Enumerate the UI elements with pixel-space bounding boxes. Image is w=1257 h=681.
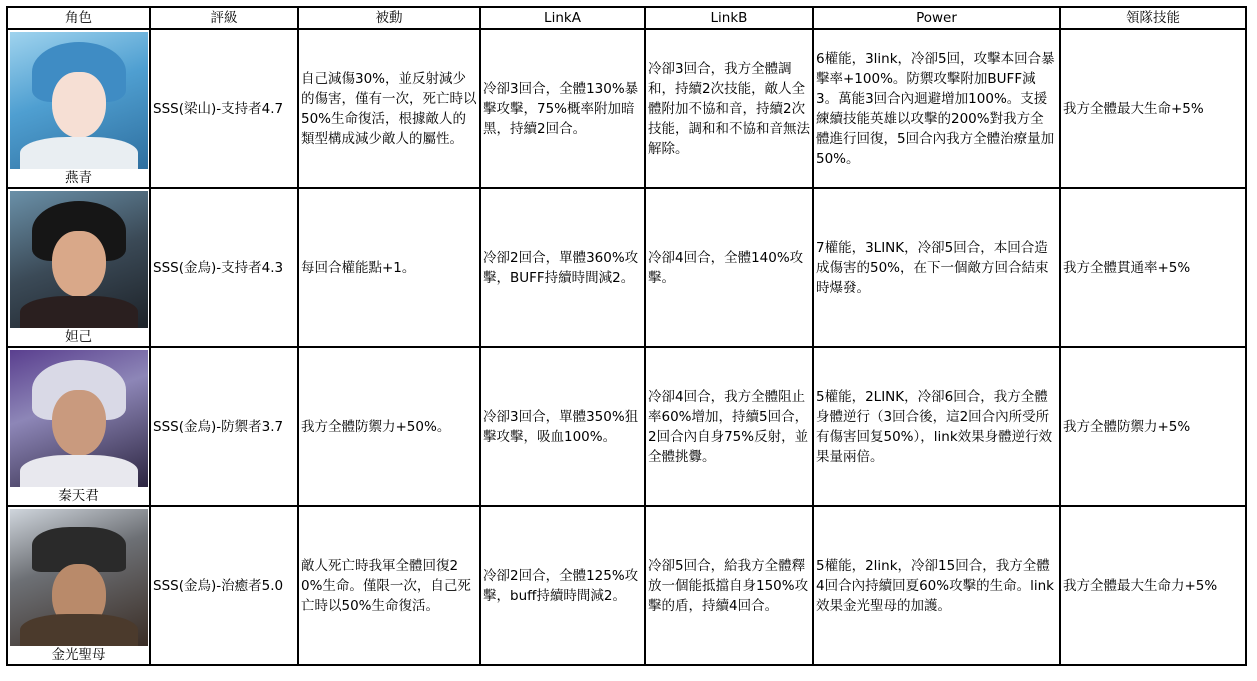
- character-name: 妲己: [65, 329, 92, 345]
- header-linkb: LinkB: [645, 7, 813, 29]
- linka-cell: 冷卻3回合，全體130%暴擊攻擊，75%概率附加暗黑，持續2回合。: [480, 29, 645, 188]
- character-portrait-icon: [10, 191, 148, 328]
- character-name: 金光聖母: [51, 647, 106, 663]
- rating-cell: SSS(金烏)-防禦者3.7: [150, 347, 298, 506]
- character-cell: [7, 347, 150, 506]
- header-rating: 評級: [150, 7, 298, 29]
- leader-skill-cell: 我方全體最大生命+5%: [1060, 29, 1246, 188]
- table-row: [7, 506, 1246, 665]
- linka-cell: 冷卻2回合，單體360%攻擊，BUFF持續時間減2。: [480, 188, 645, 347]
- power-cell: 6權能，3link，冷卻5回，攻擊本回合暴擊率+100%。防禦攻擊附加BUFF減3。萬能3回合內迴避增加100%。支援練續技能英雄以攻擊的200%對我方全體進行回復，5回合內我方全體治療量加50%。: [813, 29, 1060, 188]
- character-cell: [7, 188, 150, 347]
- passive-cell: 每回合權能點+1。: [298, 188, 480, 347]
- character-cell: [7, 29, 150, 188]
- character-portrait-icon: [10, 350, 148, 487]
- leader-skill-cell: 我方全體防禦力+5%: [1060, 347, 1246, 506]
- character-name: 秦天君: [58, 488, 99, 504]
- character-table: [6, 6, 1247, 666]
- leader-skill-cell: 我方全體最大生命力+5%: [1060, 506, 1246, 665]
- header-row: [7, 7, 1246, 29]
- header-power: Power: [813, 7, 1060, 29]
- table-row: [7, 188, 1246, 347]
- linka-cell: 冷卻3回合，單體350%狙擊攻擊，吸血100%。: [480, 347, 645, 506]
- character-portrait-icon: [10, 32, 148, 169]
- linkb-cell: 冷卻3回合，我方全體調和，持續2次技能，敵人全體附加不協和音，持續2次技能，調和和不協和音無法解除。: [645, 29, 813, 188]
- linkb-cell: 冷卻4回合，全體140%攻擊。: [645, 188, 813, 347]
- rating-cell: SSS(金烏)-支持者4.3: [150, 188, 298, 347]
- rating-cell: SSS(梁山)-支持者4.7: [150, 29, 298, 188]
- passive-cell: 我方全體防禦力+50%。: [298, 347, 480, 506]
- table-row: [7, 29, 1246, 188]
- power-cell: 7權能，3LINK，冷卻5回合，本回合造成傷害的50%，在下一個敵方回合結束時爆發。: [813, 188, 1060, 347]
- table-row: [7, 347, 1246, 506]
- rating-cell: SSS(金烏)-治癒者5.0: [150, 506, 298, 665]
- header-passive: 被動: [298, 7, 480, 29]
- header-character: 角色: [7, 7, 150, 29]
- header-linka: LinkA: [480, 7, 645, 29]
- character-name: 燕青: [65, 170, 92, 186]
- linkb-cell: 冷卻4回合，我方全體阻止率60%增加，持續5回合，2回合內自身75%反射，並全體挑釁。: [645, 347, 813, 506]
- character-portrait-icon: [10, 509, 148, 646]
- linka-cell: 冷卻2回合，全體125%攻擊，buff持續時間減2。: [480, 506, 645, 665]
- power-cell: 5權能，2link，冷卻15回合，我方全體4回合內持續回夏60%攻擊的生命。link效果金光聖母的加護。: [813, 506, 1060, 665]
- header-leader-skill: 領隊技能: [1060, 7, 1246, 29]
- power-cell: 5權能，2LINK，冷卻6回合，我方全體身體逆行（3回合後，這2回合內所受所有傷害回复50%），link效果身體逆行效果量兩倍。: [813, 347, 1060, 506]
- character-cell: [7, 506, 150, 665]
- leader-skill-cell: 我方全體貫通率+5%: [1060, 188, 1246, 347]
- passive-cell: 自己減傷30%，並反射減少的傷害，僅有一次，死亡時以50%生命復活，根據敵人的類型構成減少敵人的屬性。: [298, 29, 480, 188]
- linkb-cell: 冷卻5回合，給我方全體釋放一個能抵擋自身150%攻擊的盾，持續4回合。: [645, 506, 813, 665]
- passive-cell: 敵人死亡時我軍全體回復20%生命。僅限一次，自己死亡時以50%生命復活。: [298, 506, 480, 665]
